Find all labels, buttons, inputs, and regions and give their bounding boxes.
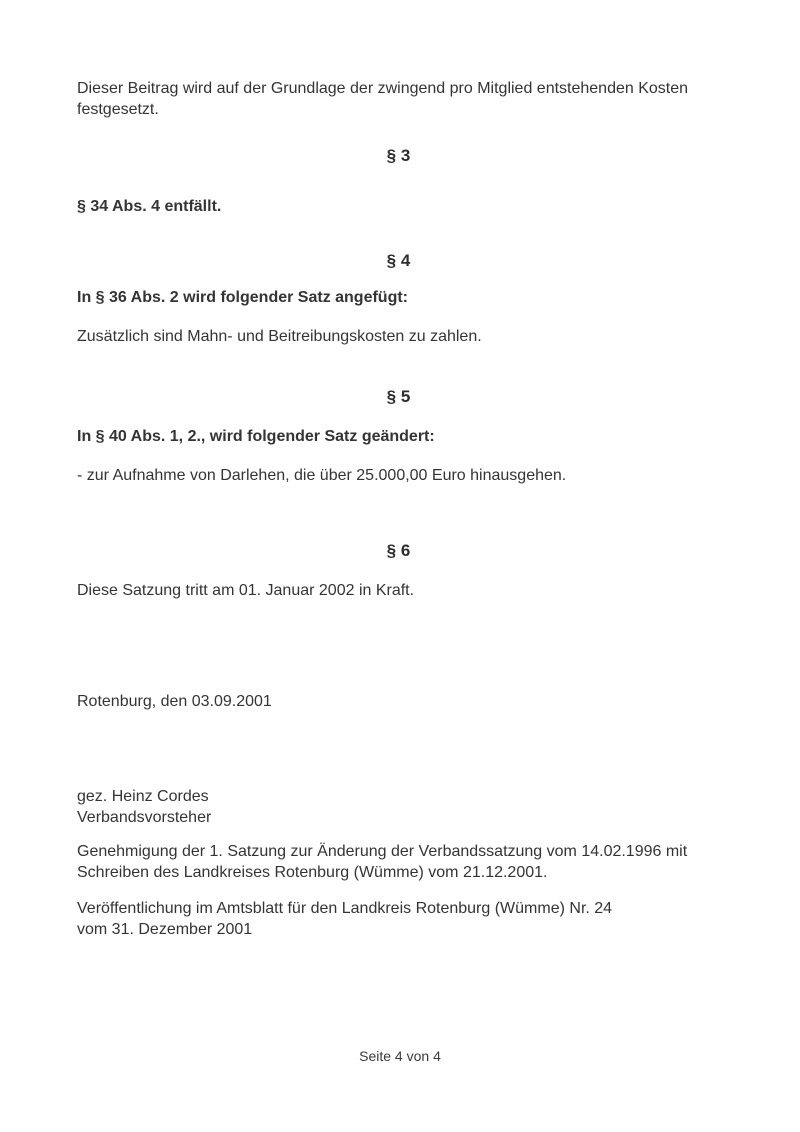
section-4-heading: § 4 — [386, 251, 411, 270]
publication-line-2: vom 31. Dezember 2001 — [77, 921, 253, 938]
section-6-heading: § 6 — [386, 541, 411, 560]
intro-line-1: Dieser Beitrag wird auf der Grundlage der zwingend pro Mitglied entstehenden Kosten — [77, 80, 689, 97]
publication-paragraph — [77, 898, 720, 940]
intro-line-2: festgesetzt. — [77, 101, 159, 118]
section-5-heading: § 5 — [386, 387, 411, 406]
intro-paragraph — [77, 78, 720, 120]
signature-role: Verbandsvorsteher — [77, 809, 212, 826]
section-4-lead: In § 36 Abs. 2 wird folgender Satz angefügt: — [77, 289, 409, 306]
approval-paragraph — [77, 841, 720, 883]
page-number-footer: Seite 4 von 4 — [359, 1048, 441, 1064]
place-date-line: Rotenburg, den 03.09.2001 — [77, 693, 272, 710]
signature-name: gez. Heinz Cordes — [77, 788, 209, 805]
signature-block — [77, 786, 720, 828]
section-5-body: - zur Aufnahme von Darlehen, die über 25.000,00 Euro hinausgehen. — [77, 467, 567, 484]
section-3-paragraph: § 34 Abs. 4 entfällt. — [77, 198, 222, 215]
section-3-heading: § 3 — [386, 146, 411, 165]
section-4-body: Zusätzlich sind Mahn- und Beitreibungskosten zu zahlen. — [77, 328, 482, 345]
section-5-lead: In § 40 Abs. 1, 2., wird folgender Satz geändert: — [77, 428, 435, 445]
approval-line-1: Genehmigung der 1. Satzung zur Änderung der Verbandssatzung vom 14.02.1996 mit — [77, 843, 688, 860]
publication-line-1: Veröffentlichung im Amtsblatt für den Landkreis Rotenburg (Wümme) Nr. 24 — [77, 900, 613, 917]
approval-line-2: Schreiben des Landkreises Rotenburg (Wümme) vom 21.12.2001. — [77, 864, 548, 881]
section-6-body: Diese Satzung tritt am 01. Januar 2002 in Kraft. — [77, 582, 415, 599]
